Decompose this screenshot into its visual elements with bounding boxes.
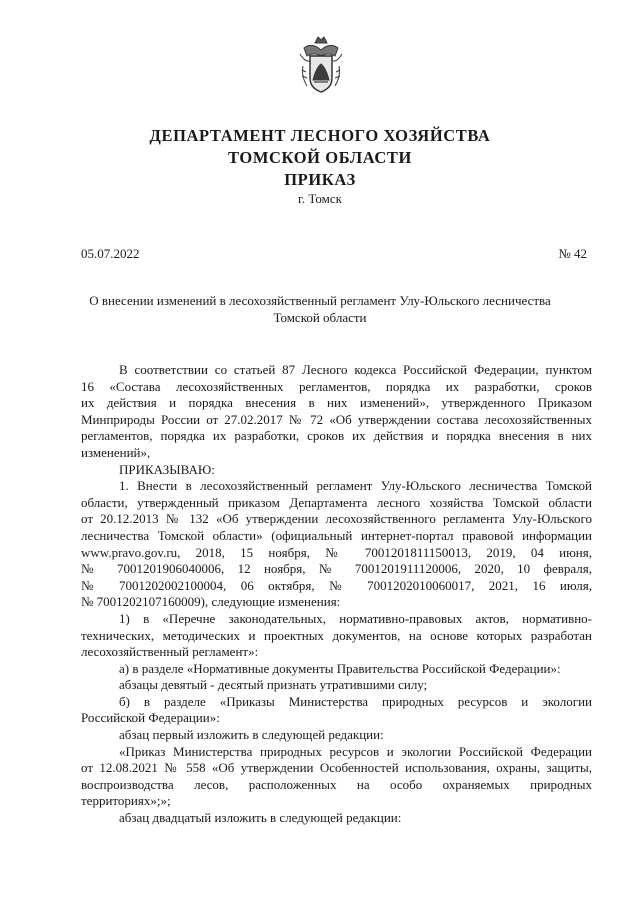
subject-line: Томской области [273,310,367,325]
body-line: № 7001201906040006, 12 ноября, № 7001201911120006, 2020, 10 февраля, [81,561,592,577]
body-line: изменений», [81,444,151,460]
body-line: территориях»;»; [81,793,171,809]
body-line: 1) в «Перечне законодательных, нормативно-правовых актов, нормативно- [119,610,592,626]
body-line: № 7001202107160009), следующие изменения: [81,594,341,610]
body-line: их действия и порядка внесения в них изменений», утвержденного Приказом [81,395,592,411]
body-line: регламентов, порядка их разработки, сроков их действия и порядка внесения в них [81,428,592,444]
body-line: б) в разделе «Приказы Министерства природных ресурсов и экологии [119,693,592,709]
body-line: Российской Федерации»: [81,710,220,726]
body-line: www.pravo.gov.ru, 2018, 15 ноября, № 7001201811150013, 2019, 04 июня, [81,544,592,560]
body-line: № 7001202002100004, 06 октября, № 7001202010060017, 2021, 16 июля, [81,577,592,593]
body-line: воспроизводства лесов, расположенных на особо охраняемых природных [81,776,592,792]
body-line: 16 «Состава лесохозяйственных регламентов, порядка их разработки, сроков [81,378,592,394]
body-line: абзац первый изложить в следующей редакции: [119,727,384,743]
body-line: технических, методических и проектных документов, на основе которых разработан [81,627,592,643]
order-subject [80,292,560,326]
tomsk-region-coat-of-arms-icon [298,34,344,96]
order-date: 05.07.2022 [81,246,140,261]
order-word: ПРИКАЗЫВАЮ: [119,461,215,477]
body-line: области, утвержденный приказом Департамента лесного хозяйства Томской области [81,494,592,510]
body-line: Минприроды России от 27.02.2017 № 72 «Об утверждении состава лесохозяйственных [81,411,592,427]
body-line: «Приказ Министерства природных ресурсов и экологии Российской Федерации [119,743,592,759]
body-line: абзацы девятый - десятый признать утратившими силу; [119,677,428,693]
body-line: абзац двадцатый изложить в следующей редакции: [119,810,402,826]
body-line: а) в разделе «Нормативные документы Правительства Российской Федерации»: [119,660,561,676]
subject-line: О внесении изменений в лесохозяйственный регламент Улу-Юльского лесничества [89,293,551,308]
order-number: № 42 [558,246,587,261]
body-line: от 20.12.2013 № 132 «Об утверждении лесохозяйственного регламента Улу-Юльского [81,511,592,527]
org-title-line-1: ДЕПАРТАМЕНТ ЛЕСНОГО ХОЗЯЙСТВА [149,126,491,145]
order-body [81,362,592,827]
doc-type-heading: ПРИКАЗ [284,170,356,189]
body-line: от 12.08.2021 № 558 «Об утверждении Особенностей использования, охраны, защиты, [81,760,592,776]
city-label: г. Томск [298,191,342,206]
org-title-line-2: ТОМСКОЙ ОБЛАСТИ [228,148,412,167]
body-line: 1. Внести в лесохозяйственный регламент Улу-Юльского лесничества Томской [119,478,592,494]
body-line: лесохозяйственный регламент»: [81,644,259,660]
body-line: В соответствии со статьей 87 Лесного кодекса Российской Федерации, пунктом [119,362,592,377]
body-line: лесничества Томской области» (официальный интернет-портал правовой информации [81,527,592,543]
